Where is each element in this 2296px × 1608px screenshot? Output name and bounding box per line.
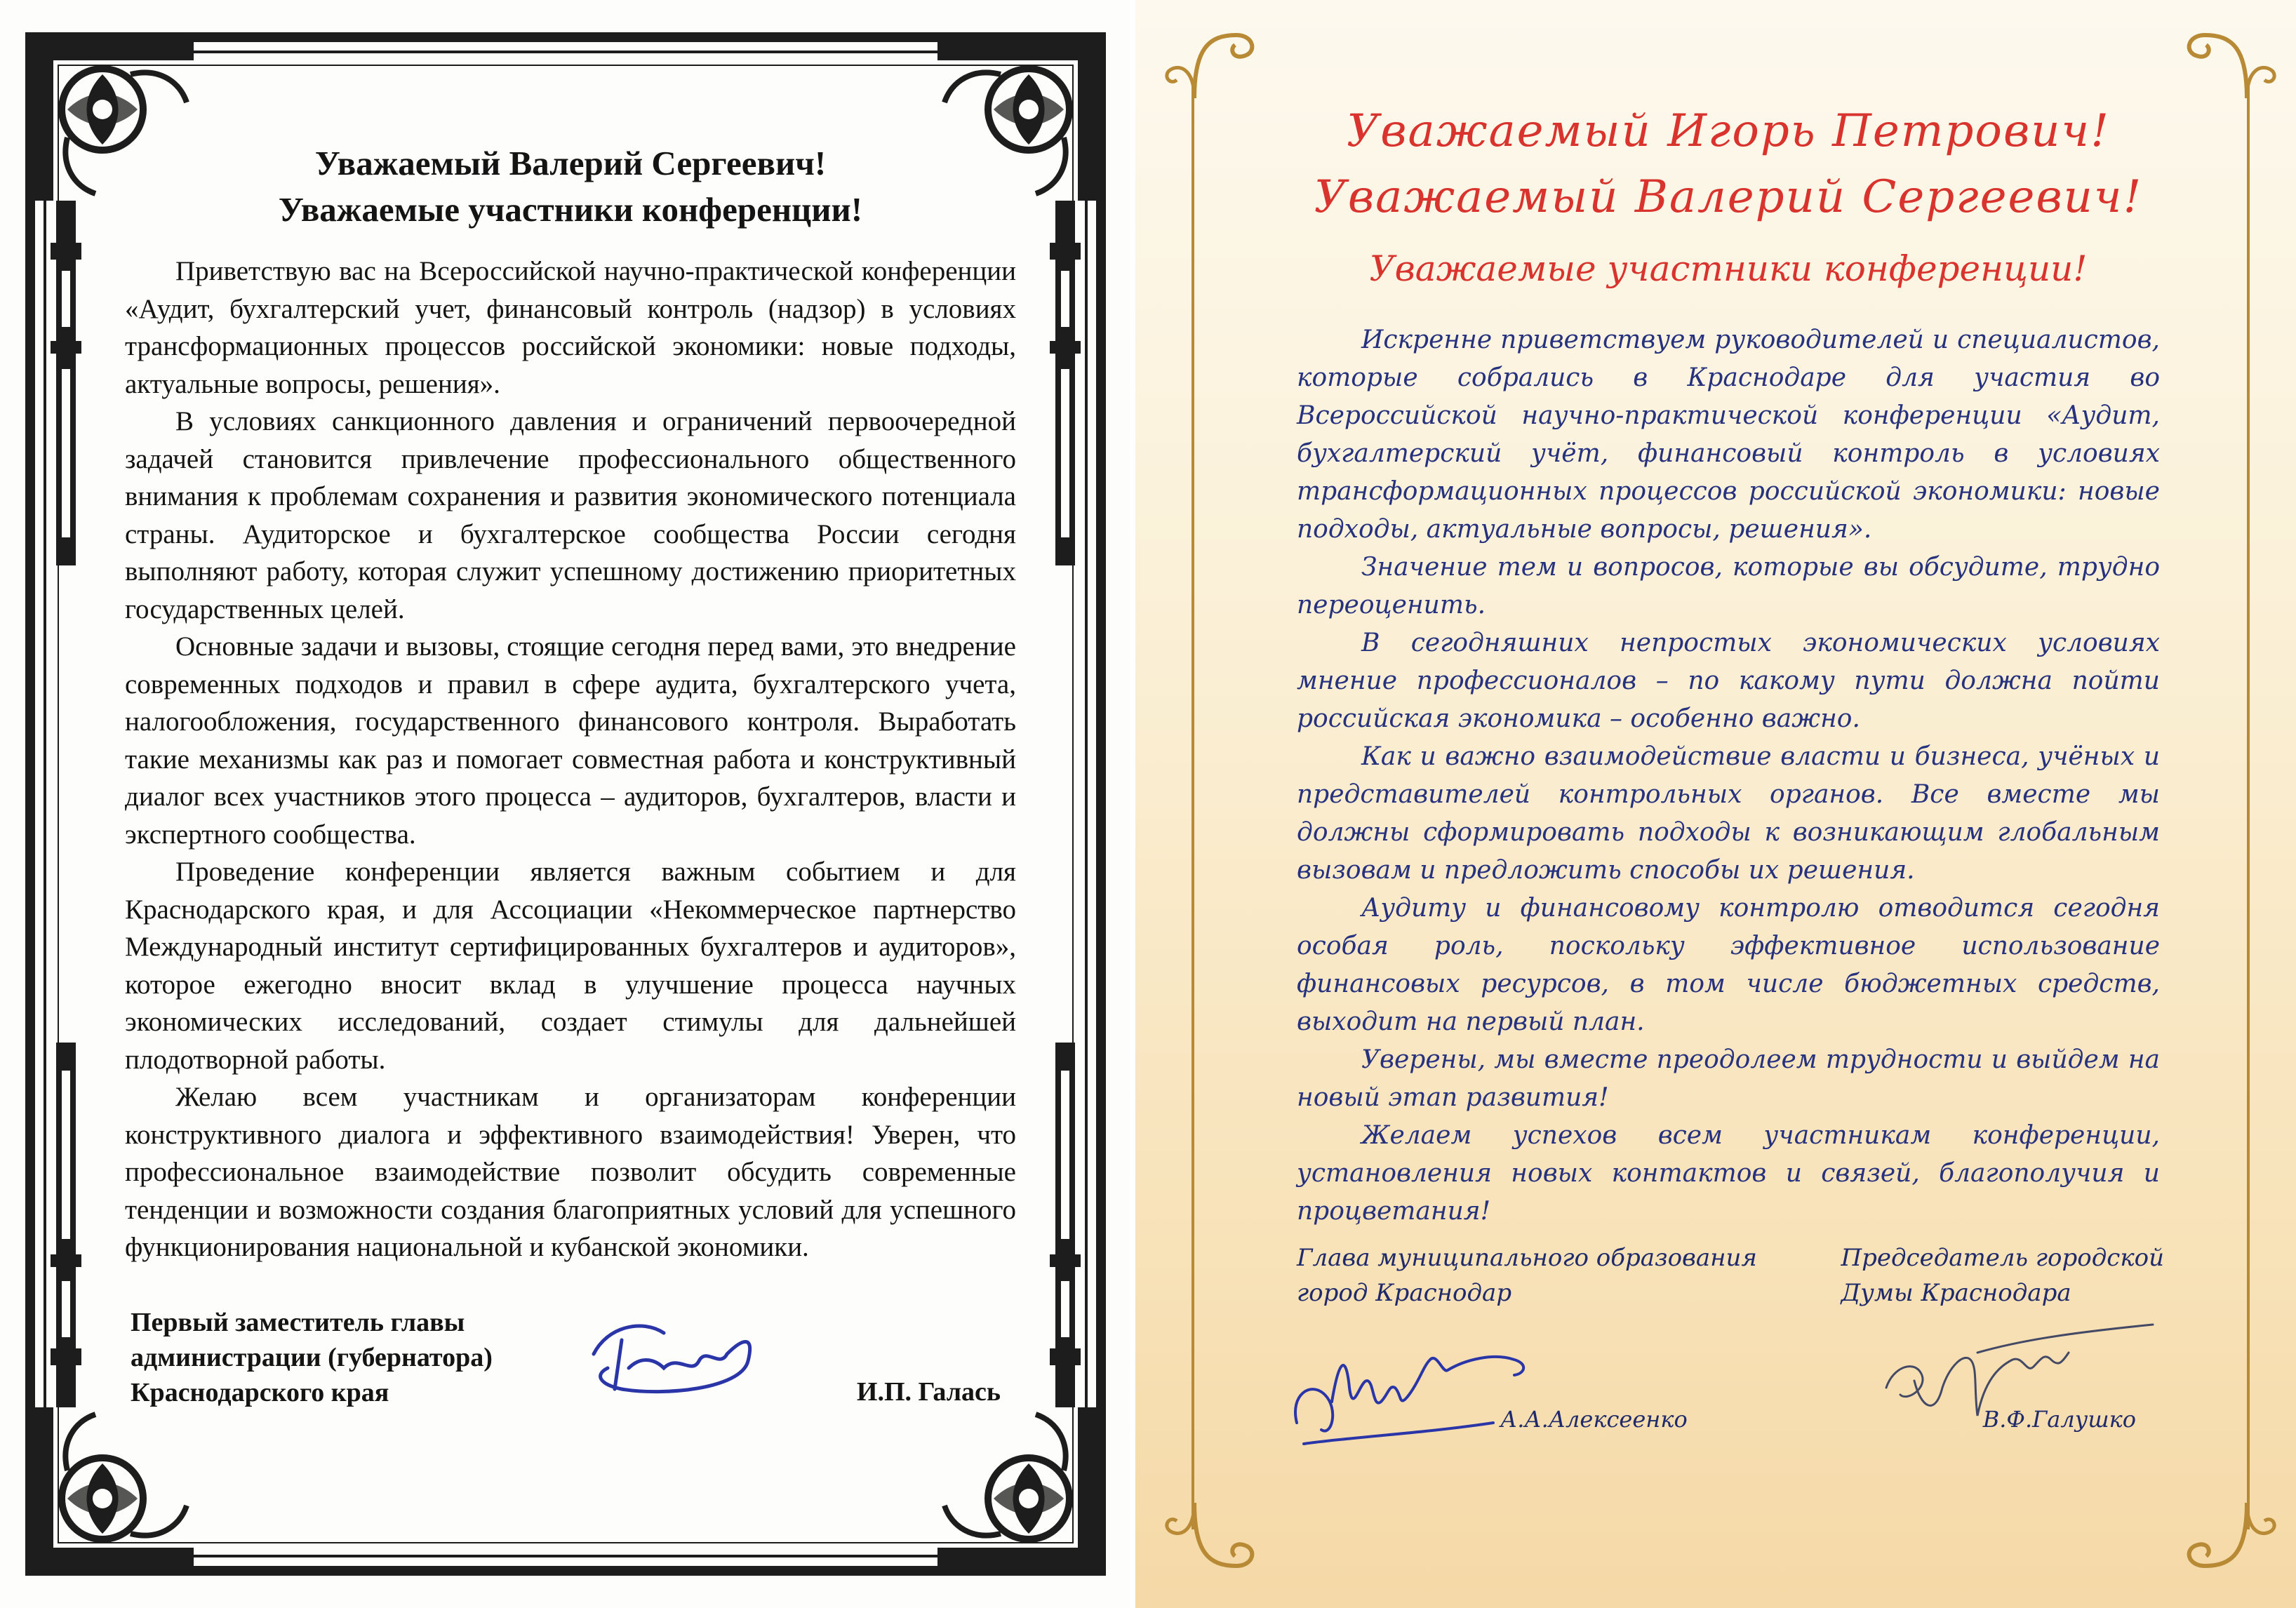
right-signature-block: [1297, 1240, 2164, 1479]
gold-scroll-ornament-icon: [1152, 1496, 1264, 1580]
left-paragraph: Проведение конференции является важным событием и для Краснодарского края, и для Ассоциации «Некоммерческое партнерство Международный институт сертифицированных бухгалтеров и аудиторов», которое ежегодно вносит вклад в улучшение процесса научных экономических исследований, создает стимулы для дальнейшей плодотворной работы.: [125, 857, 1016, 1075]
pillar-ornament-icon: [1046, 1043, 1085, 1407]
left-letter-heading: [125, 140, 1016, 233]
position-line: Думы Краснодара: [1841, 1279, 2071, 1307]
signatory1-position: [1297, 1240, 1757, 1311]
left-paragraph: В условиях санкционного давления и ограничений первоочередной задачей становится привлечение профессионального общественного внимания к проблемам сохранения и развития экономического потенциала страны. Аудиторское и бухгалтерское сообщества России сегодня выполняют работу, которая служит успешному достижению приоритетных государственных целей.: [125, 406, 1016, 624]
right-paragraph: Искренне приветствуем руководителей и специалистов, которые собрались в Краснодаре для участия во Всероссийской научно-практической конференции «Аудит, бухгалтерский учёт, финансовый контроль в условиях трансформационных процессов российской экономики: новые подходы, актуальные вопросы, решения».: [1297, 326, 2160, 544]
position-line: Председатель городской: [1841, 1244, 2164, 1272]
handwritten-signature: [1283, 1318, 1549, 1458]
pillar-ornament-icon: [46, 1043, 86, 1407]
right-paragraph: Аудиту и финансовому контролю отводится сегодня особая роль, поскольку эффективное использование финансовых ресурсов, в том числе бюджетных средств, выходит на первый план.: [1297, 894, 2160, 1036]
right-greeting-line-2: Уважаемый Валерий Сергеевич!: [1314, 171, 2143, 223]
gold-frame-line: [2247, 84, 2250, 1529]
gold-scroll-ornament-icon: [2177, 21, 2289, 105]
left-greeting-line-1: Уважаемый Валерий Сергеевич!: [314, 144, 827, 182]
left-signature-block: [131, 1305, 1001, 1445]
left-signatory-name: И.П. Галась: [856, 1377, 1001, 1407]
right-paragraph: В сегодняшних непростых экономических условиях мнение профессионалов – по какому пути должна пойти российская экономика – особенно важно.: [1297, 629, 2160, 733]
gold-scroll-ornament-icon: [2177, 1496, 2289, 1580]
position-line: Глава муниципального образования: [1297, 1244, 1757, 1272]
right-paragraph: Значение тем и вопросов, которые вы обсудите, трудно переоценить.: [1297, 553, 2160, 619]
right-letter-body: [1297, 98, 2160, 1231]
right-paragraph: Как и важно взаимодействие власти и бизнеса, учёных и представителей контрольных органов. Все вместе мы должны сформировать подходы к возникающим глобальным вызовам и предложить способы их решения.: [1297, 742, 2160, 885]
left-greeting-line-2: Уважаемые участники конференции!: [278, 190, 863, 229]
pillar-ornament-icon: [46, 201, 86, 565]
signatory1-name: А.А.Алексеенко: [1500, 1406, 1688, 1433]
position-line: Краснодарского края: [131, 1378, 389, 1407]
position-line: администрации (губернатора): [131, 1343, 493, 1372]
right-greeting-line-1: Уважаемый Игорь Петрович!: [1347, 105, 2110, 157]
pillar-ornament-icon: [1046, 201, 1085, 565]
left-paragraph: Желаю всем участникам и организаторам конференции конструктивного диалога и эффективного взаимодействия! Уверен, что профессиональное взаимодействие позволит обсудить современные тенденции и возможности создания благоприятных условий для успешного функционирования национальной и кубанской экономики.: [125, 1082, 1016, 1262]
gold-scroll-ornament-icon: [1152, 21, 1264, 105]
right-paragraph: Желаем успехов всем участникам конференции, установления новых контактов и связей, благополучия и процветания!: [1297, 1121, 2160, 1226]
position-line: город Краснодар: [1297, 1279, 1512, 1307]
left-paragraph: Приветствую вас на Всероссийской научно-практической конференции «Аудит, бухгалтерский учет, финансовый контроль (надзор) в условиях трансформационных процессов российской экономики: новые подходы, актуальные вопросы, решения».: [125, 256, 1016, 399]
gold-frame-line: [1192, 84, 1194, 1529]
left-letter-body: [125, 140, 1016, 1266]
left-paragraph: Основные задачи и вызовы, стоящие сегодня перед вами, это внедрение современных подходов и правил в сфере аудита, бухгалтерского учета, налогообложения, государственного финансового контроля. Выработать такие механизмы как раз и помогает совместная работа и конструктивный диалог всех участников этого процесса – аудиторов, бухгалтеров, власти и экспертного сообщества.: [125, 631, 1016, 850]
handwritten-signature: [580, 1312, 762, 1403]
signatory2-name: В.Ф.Галушко: [1982, 1406, 2136, 1433]
signatory2-position: [1841, 1240, 2164, 1311]
right-letter: [1135, 0, 2296, 1608]
right-paragraph: Уверены, мы вместе преодолеем трудности и выйдем на новый этап развития!: [1297, 1045, 2160, 1112]
right-subheading: Уважаемые участники конференции!: [1369, 248, 2088, 289]
left-letter: [0, 0, 1130, 1608]
position-line: Первый заместитель главы: [131, 1308, 465, 1337]
